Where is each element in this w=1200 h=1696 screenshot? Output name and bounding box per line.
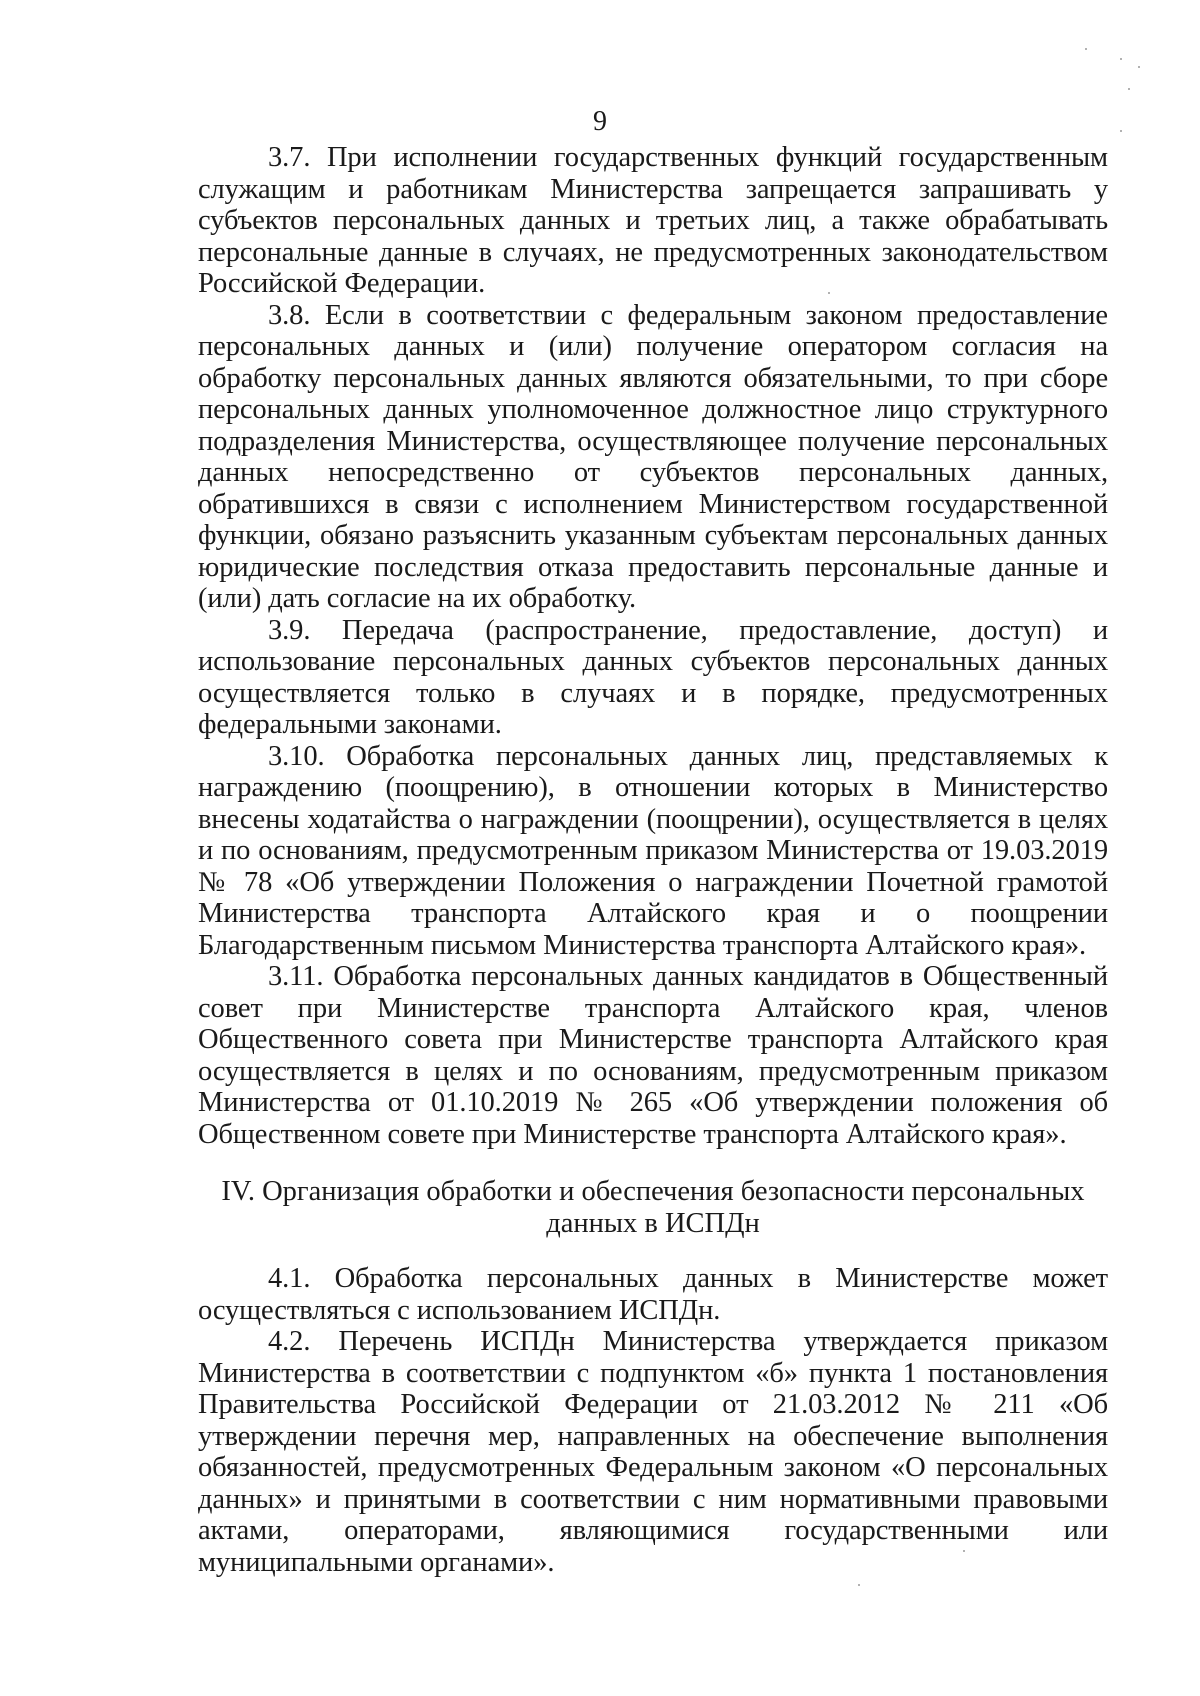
paragraph-3-10: 3.10. Обработка персональных данных лиц, представляемых к награждению (поощрению), в отношении которых в Министерство внесены ходатайства о награждении (поощрении), осуществляется в целях и по основаниям, предусмотренным приказом Министерства от 19.03.2019 № 78 «Об утверждении Положения о награждении Почетной грамотой Министерства транспорта Алтайского края и о поощрении Благодарственным письмом Министерства транспорта Алтайского края». <box>198 740 1108 961</box>
paragraph-4-2: 4.2. Перечень ИСПДн Министерства утверждается приказом Министерства в соответствии с подпунктом «б» пункта 1 постановления Правительства Российской Федерации от 21.03.2012 № 211 «Об утверждении перечня мер, направленных на обеспечение выполнения обязанностей, предусмотренных Федеральным законом «О персональных данных» и принятыми в соответствии с ним нормативными правовыми актами, операторами, являющимися государственными или муниципальными органами». <box>198 1326 1108 1578</box>
paragraph-3-9: 3.9. Передача (распространение, предоставление, доступ) и использование персональных данных субъектов персональных данных осуществляется только в случаях и в порядке, предусмотренных федеральными законами. <box>198 614 1108 740</box>
scan-speck <box>963 1550 965 1552</box>
scan-speck <box>858 1584 860 1586</box>
page-number: 9 <box>593 106 607 137</box>
paragraph-4-1: 4.1. Обработка персональных данных в Министерстве может осуществляться с использованием ИСПДн. <box>198 1263 1108 1326</box>
paragraph-3-8: 3.8. Если в соответствии с федеральным законом предоставление персональных данных и (или) получение оператором согласия на обработку персональных данных являются обязательными, то при сборе персональных данных уполномоченное должностное лицо структурного подразделения Министерства, осуществляющее получение персональных данных непосредственно от субъектов персональных данных, обратившихся в связи с исполнением Министерством государственной функции, обязано разъяснить указанным субъектам персональных данных юридические последствия отказа предоставить персональные данные и (или) дать согласие на их обработку. <box>198 299 1108 614</box>
paragraph-3-11: 3.11. Обработка персональных данных кандидатов в Общественный совет при Министерстве транспорта Алтайского края, членов Общественного совета при Министерстве транспорта Алтайского края осуществляется в целях и по основаниям, предусмотренным приказом Министерства от 01.10.2019 № 265 «Об утверждении положения об Общественном совете при Министерстве транспорта Алтайского края». <box>198 961 1108 1150</box>
document-body <box>198 142 1108 1578</box>
scan-speck <box>1138 66 1140 68</box>
scan-speck <box>1085 48 1087 50</box>
section-heading <box>198 1176 1108 1239</box>
section-heading-line-1: IV. Организация обработки и обеспечения безопасности персональных <box>221 1176 1085 1207</box>
paragraph-3-7: 3.7. При исполнении государственных функций государственным служащим и работникам Министерства запрещается запрашивать у субъектов персональных данных и третьих лиц, а также обрабатывать персональные данные в случаях, не предусмотренных законодательством Российской Федерации. <box>198 142 1108 299</box>
scan-speck <box>1128 88 1130 90</box>
section-heading-line-2: данных в ИСПДн <box>546 1207 760 1239</box>
scan-speck <box>1120 58 1122 60</box>
scan-speck <box>1120 130 1122 132</box>
scan-speck <box>828 292 830 294</box>
